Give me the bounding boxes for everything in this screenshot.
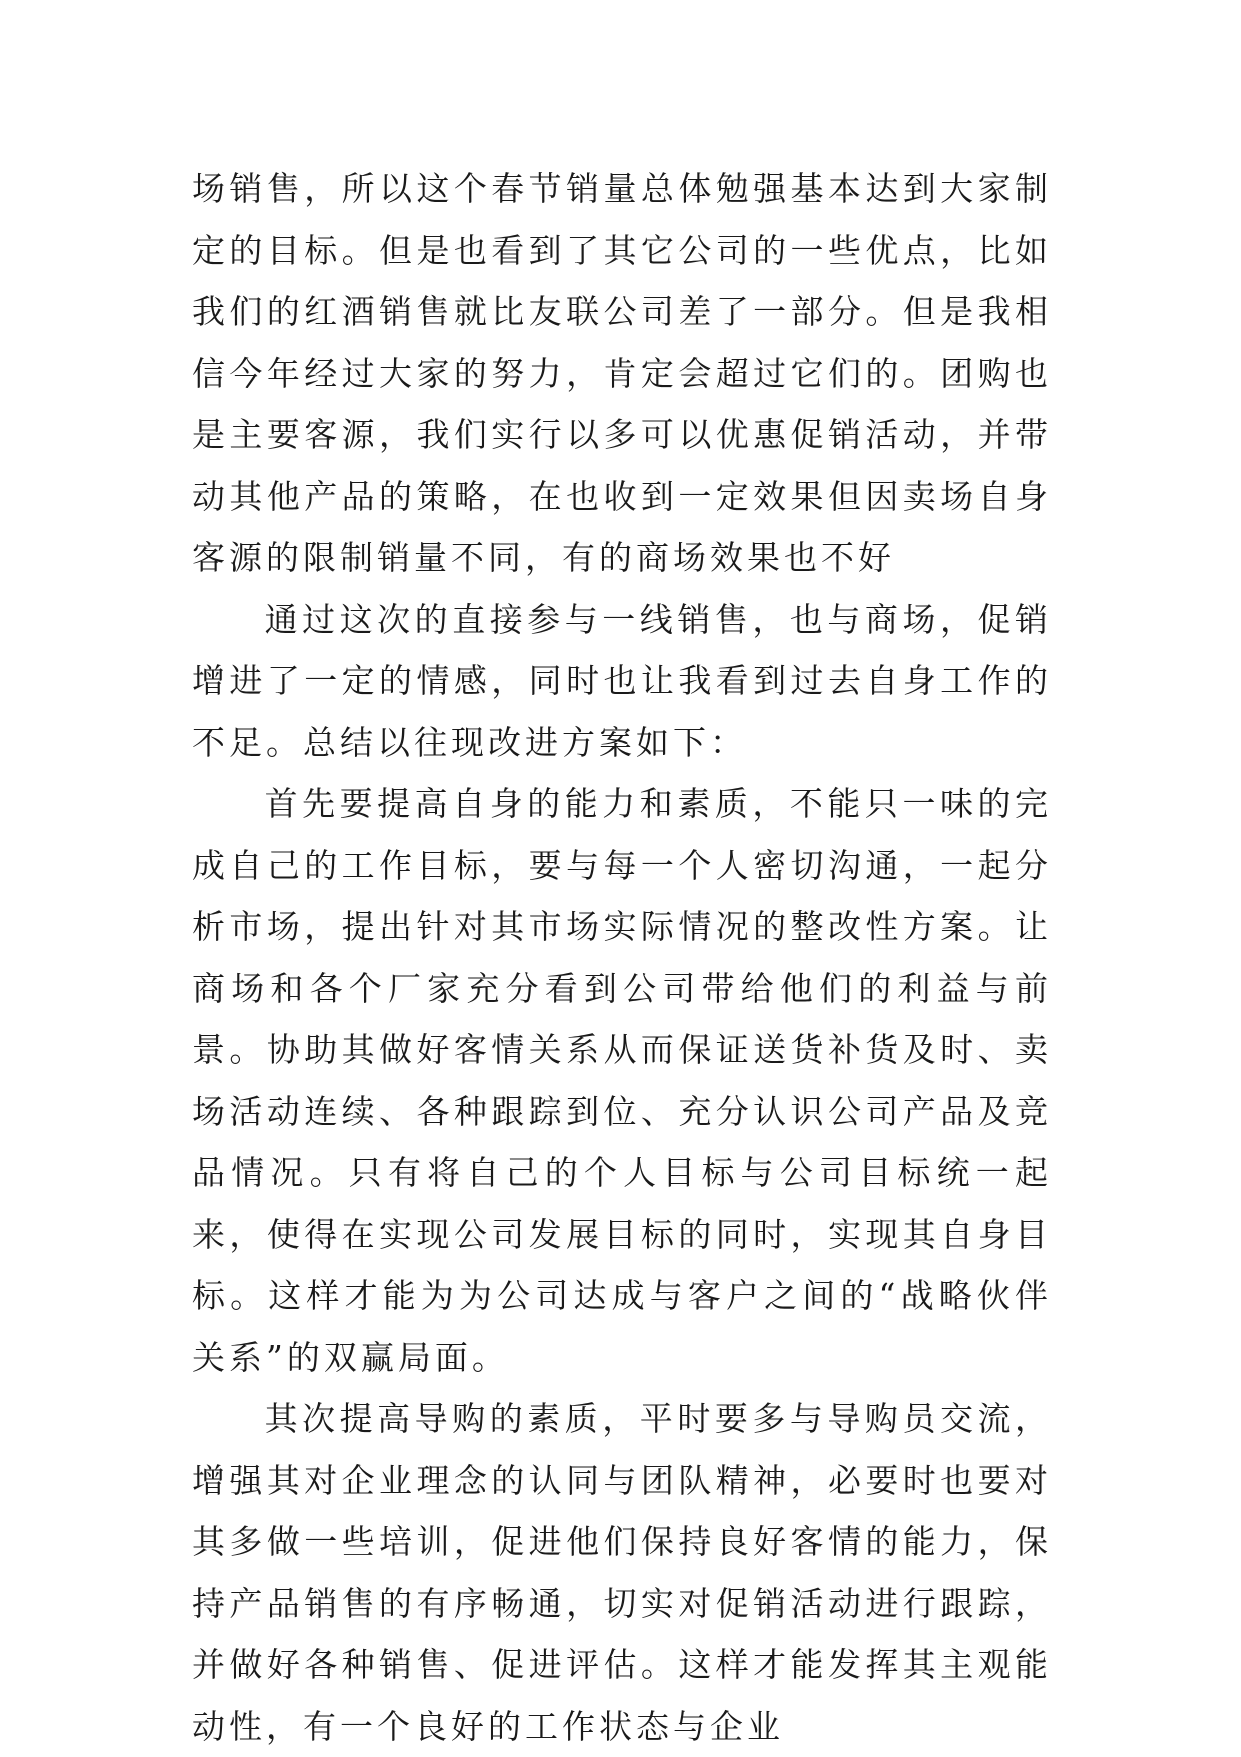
document-body xyxy=(192,158,1052,1757)
paragraph-4: 其次提高导购的素质，平时要多与导购员交流，增强其对企业理念的认同与团队精神，必要时也要对其多做一些培训，促进他们保持良好客情的能力，保持产品销售的有序畅通，切实对促销活动进行跟踪，并做好各种销售、促进评估。这样才能发挥其主观能动性，有一个良好的工作状态与企业 xyxy=(192,1399,1052,1746)
paragraph-2: 通过这次的直接参与一线销售，也与商场，促销增进了一定的情感，同时也让我看到过去自身工作的不足。总结以往现改进方案如下： xyxy=(192,599,1052,762)
paragraph-1: 场销售，所以这个春节销量总体勉强基本达到大家制定的目标。但是也看到了其它公司的一些优点，比如我们的红酒销售就比友联公司差了一部分。但是我相信今年经过大家的努力，肯定会超过它们的。团购也是主要客源，我们实行以多可以优惠促销活动，并带动其他产品的策略，在也收到一定效果但因卖场自身客源的限制销量不同，有的商场效果也不好 xyxy=(192,169,1052,577)
paragraph-3: 首先要提高自身的能力和素质，不能只一味的完成自己的工作目标，要与每一个人密切沟通，一起分析市场，提出针对其市场实际情况的整改性方案。让商场和各个厂家充分看到公司带给他们的利益与前景。协助其做好客情关系从而保证送货补货及时、卖场活动连续、各种跟踪到位、充分认识公司产品及竞品情况。只有将自己的个人目标与公司目标统一起来，使得在实现公司发展目标的同时，实现其自身目标。这样才能为为公司达成与客户之间的“战略伙伴关系”的双赢局面。 xyxy=(192,784,1052,1377)
